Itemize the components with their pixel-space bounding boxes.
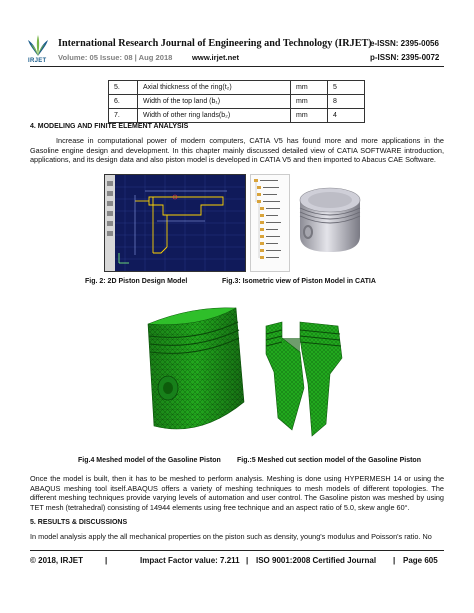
table-row	[109, 81, 365, 95]
logo-text: IRJET	[28, 58, 47, 64]
row-number: 6.	[109, 95, 138, 109]
parameter-unit: mm	[291, 95, 328, 109]
parameter-unit: mm	[291, 81, 328, 95]
meshed-piston-image	[140, 302, 250, 442]
fig4-caption: Fig.4 Meshed model of the Gasoline Piston	[78, 457, 221, 464]
tree-graphic	[251, 175, 289, 271]
parameter-value: 4	[328, 109, 365, 123]
section-4-paragraph: Increase in computational power of modern computers, CATIA V5 has found more and more applications in the Gasoline engine design and development. In this chapter mainly discussed detailed view of CATIA SOFTWARE introduction, applications, and its design data and also piston model is developed in CATIA V5 and then imported to Abacus CAE Software.	[30, 136, 444, 165]
row-number: 5.	[109, 81, 138, 95]
parameter-unit: mm	[291, 109, 328, 123]
meshing-paragraph: Once the model is built, then it has to be meshed to perform analysis. Meshing is done using HYPERMESH 14 or using the ABAQUS meshing tool itself.ABAQUS offers a variety of meshing techniques to mesh models of different topologies. The different meshing techniques provide varying levels of automation and user control. The Gasoline piston was meshed by using TET mesh (tetrahedral) consisting of 14944 elements using free technique and an aspect ratio of 5.0, skew angle 60°.	[30, 474, 444, 512]
parameter-name: Width of the top land (b₁)	[138, 95, 291, 109]
parameter-value: 8	[328, 95, 365, 109]
journal-website-link[interactable]: www.irjet.net	[192, 53, 239, 62]
cad-sketch-drawing	[105, 175, 245, 271]
specification-tree-panel	[250, 174, 290, 272]
piston-parameters-table	[108, 80, 365, 123]
pissn: p-ISSN: 2395-0072	[370, 53, 440, 62]
parameter-name: Axial thickness of the ring(t₂)	[138, 81, 291, 95]
footer-page-number: Page 605	[403, 556, 438, 565]
table-row	[109, 95, 365, 109]
footer-separator: |	[246, 556, 249, 565]
footer-separator: |	[105, 556, 108, 565]
parameter-value: 5	[328, 81, 365, 95]
footer-copyright: © 2018, IRJET	[30, 556, 84, 565]
footer-separator: |	[393, 556, 396, 565]
footer-iso: ISO 9001:2008 Certified Journal	[256, 556, 377, 565]
table-row	[109, 109, 365, 123]
header-divider	[30, 66, 444, 67]
fig2-caption: Fig. 2: 2D Piston Design Model	[85, 278, 188, 285]
page-header	[0, 0, 474, 74]
fig3-caption: Fig.3: Isometric view of Piston Model in CATIA	[222, 278, 376, 285]
meshed-cut-section-image	[252, 318, 352, 440]
irjet-logo-icon	[26, 34, 50, 58]
section-4-heading: 4. MODELING AND FINITE ELEMENT ANALYSIS	[30, 123, 189, 130]
footer-divider	[30, 550, 444, 551]
parameter-name: Width of other ring lands(b₂)	[138, 109, 291, 123]
eissn: e-ISSN: 2395-0056	[370, 39, 439, 48]
footer-impact-factor: Impact Factor value: 7.211	[140, 556, 240, 565]
piston-2d-design-image	[104, 174, 246, 272]
row-number: 7.	[109, 109, 138, 123]
piston-isometric-image	[290, 182, 372, 258]
journal-title: International Research Journal of Engineering and Technology (IRJET)	[58, 38, 372, 49]
fig5-caption: Fig.:5 Meshed cut section model of the Gasoline Piston	[237, 457, 421, 464]
section-5-paragraph: In model analysis apply the all mechanical properties on the piston such as density, young's modulus and Poisson's ratio. No	[30, 532, 432, 541]
volume-issue: Volume: 05 Issue: 08 | Aug 2018	[58, 53, 173, 62]
section-5-heading: 5. RESULTS & DISCUSSIONS	[30, 519, 128, 526]
